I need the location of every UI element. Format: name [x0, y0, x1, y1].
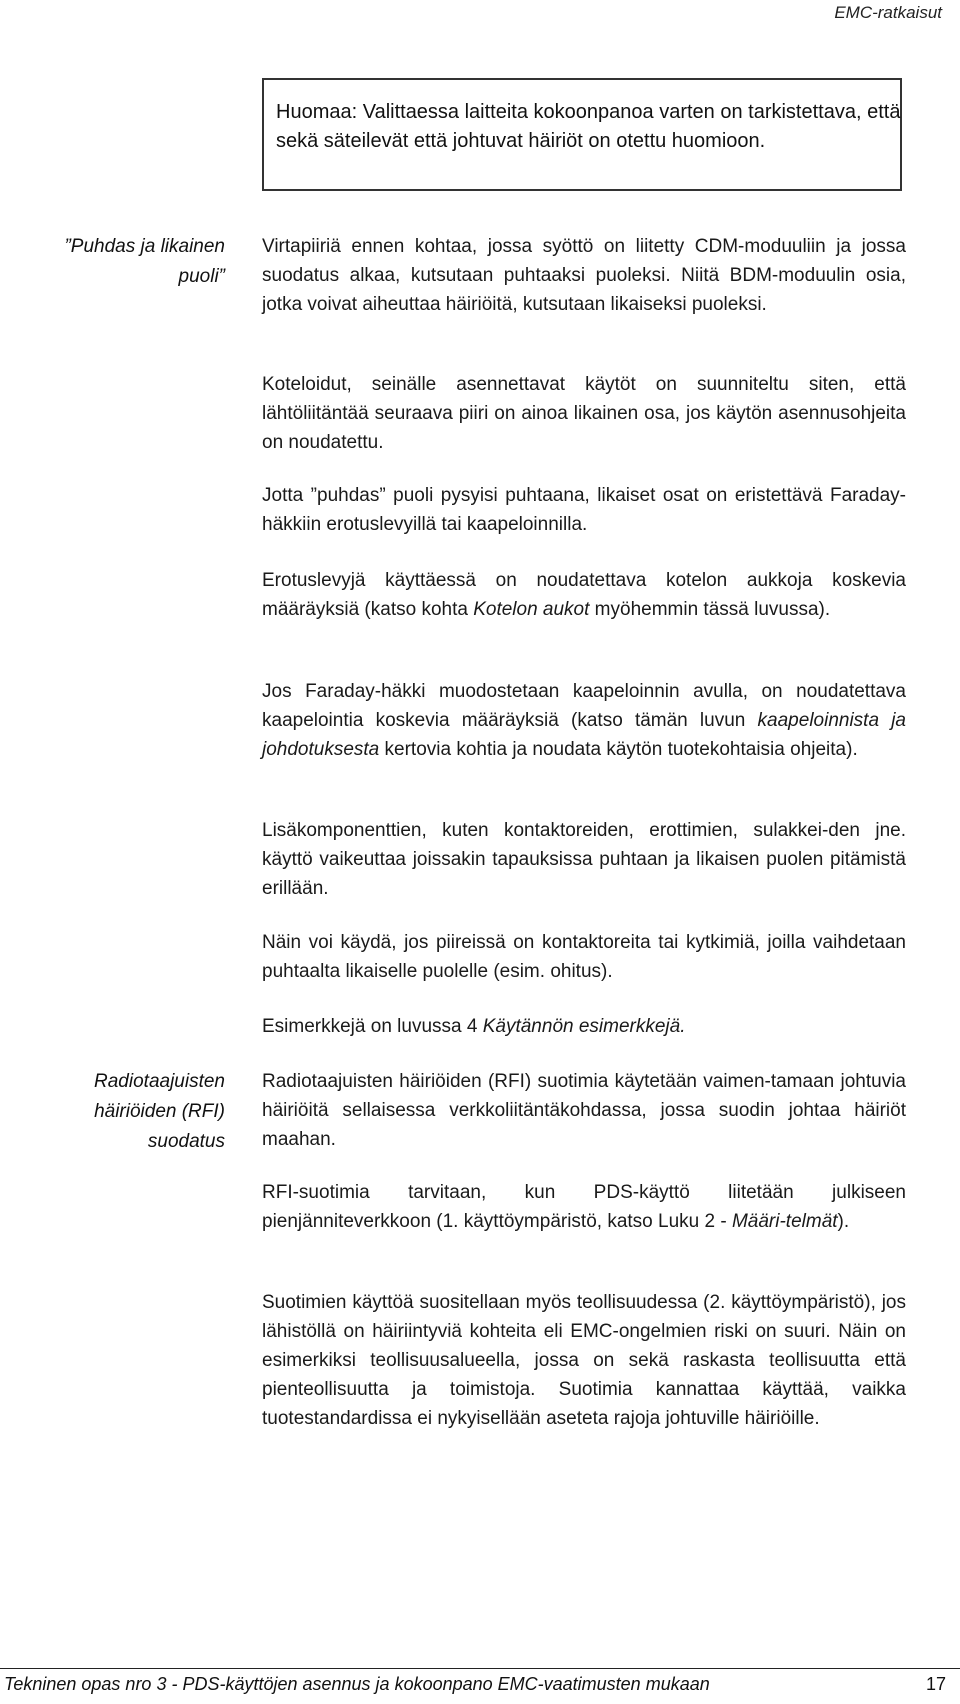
text-run: Suotimien käyttöä suositellaan myös teollisuudessa (2. käyttöympäristö), jos lähistöllä on häiriintyviä kohteita eli EMC-ongelmien riski on suuri. Näin on esimerkiksi teollisuusalueella, jossa on sekä raskasta teollisuutta että pienteollisuutta ja toimistoja. Suotimia kannattaa käyttää, vaikka tuotestandardissa ei nykyisellään aseteta rajoja johtuville häiriöille. — [262, 1292, 906, 1429]
paragraph — [262, 232, 906, 319]
side-heading-line: puoli” — [178, 266, 225, 287]
text-run: Jos Faraday-häkki muodostetaan kaapeloinnin avulla, on noudatettava kaapelointia koskevia määräyksiä (katso tämän luvun — [262, 681, 906, 731]
footer-title: Tekninen opas nro 3 - PDS-käyttöjen asennus ja kokoonpano EMC-vaatimusten mukaan — [4, 1674, 710, 1694]
footer-divider — [0, 1668, 960, 1669]
paragraph — [262, 1012, 906, 1041]
side-heading-line: suodatus — [147, 1131, 225, 1152]
italic-text: Kotelon aukot — [473, 599, 590, 620]
side-heading-clean-dirty — [0, 232, 225, 292]
page-number: 17 — [925, 1674, 946, 1694]
paragraph — [262, 481, 906, 539]
side-heading-line: ”Puhdas ja likainen — [64, 236, 225, 257]
text-run: Esimerkkejä on luvussa 4 — [262, 1016, 483, 1037]
paragraph — [262, 370, 906, 457]
paragraph — [262, 816, 906, 903]
side-heading-line: Radiotaajuisten — [94, 1071, 225, 1092]
text-run: Koteloidut, seinälle asennettavat käytöt on suunniteltu siten, että lähtöliitäntää seuraava piiri on ainoa likainen osa, jos käytön asennusohjeita on noudatettu. — [262, 374, 906, 453]
text-run: ). — [837, 1211, 850, 1232]
paragraph — [262, 1288, 906, 1433]
text-run: Näin voi käydä, jos piireissä on kontaktoreita tai kytkimiä, joilla vaihdetaan puhtaalta likaiselle puolelle (esim. ohitus). — [262, 932, 906, 982]
text-run: Virtapiiriä ennen kohtaa, jossa syöttö on liitetty CDM-moduuliin ja jossa suodatus alkaa, kutsutaan puhtaaksi puoleksi. Niitä BDM-moduulin osia, jotka voivat aiheuttaa häiriöitä, kutsutaan likaiseksi puoleksi. — [262, 236, 906, 315]
side-heading-rfi-filtering — [0, 1067, 225, 1157]
italic-text: Määri-telmät — [731, 1211, 838, 1232]
text-run: Erotuslevyjä käyttäessä on noudatettava kotelon aukkoja koskevia määräyksiä (katso kohta — [262, 570, 906, 620]
text-run: kertovia kohtia ja noudata käytön tuotekohtaisia ohjeita). — [379, 739, 858, 760]
text-run: Jotta ”puhdas” puoli pysyisi puhtaana, likaiset osat on eristettävä Faraday-häkkiin erotuslevyillä tai kaapeloinnilla. — [262, 485, 906, 535]
side-heading-line: häiriöiden (RFI) — [94, 1101, 225, 1122]
paragraph — [262, 566, 906, 624]
text-run: myöhemmin tässä luvussa). — [589, 599, 831, 620]
italic-text: Käytännön esimerkkejä. — [482, 1016, 686, 1037]
text-run: RFI-suotimia tarvitaan, kun PDS-käyttö liitetään julkiseen pienjänniteverkkoon (1. käyttöympäristö, katso Luku 2 - — [262, 1182, 906, 1232]
paragraph — [262, 677, 906, 764]
paragraph — [262, 1067, 906, 1154]
running-header: EMC-ratkaisut — [834, 3, 942, 22]
paragraph — [262, 928, 906, 986]
italic-text: kaapeloinnista ja johdotuksesta — [262, 710, 906, 760]
text-run: Radiotaajuisten häiriöiden (RFI) suotimia käytetään vaimen-tamaan johtuvia häiriöitä sellaisessa verkkoliitäntäkohdassa, jossa suodin johtaa häiriöt maahan. — [262, 1071, 906, 1150]
note-text: Huomaa: Valittaessa laitteita kokoonpanoa varten on tarkistettava, että sekä säteilevät että johtuvat häiriöt on otettu huomioon. — [276, 101, 901, 152]
paragraph — [262, 1178, 906, 1236]
text-run: Lisäkomponenttien, kuten kontaktoreiden, erottimien, sulakkei-den jne. käyttö vaikeuttaa joissakin tapauksissa puhtaan ja likaisen puolen pitämistä erillään. — [262, 820, 906, 899]
